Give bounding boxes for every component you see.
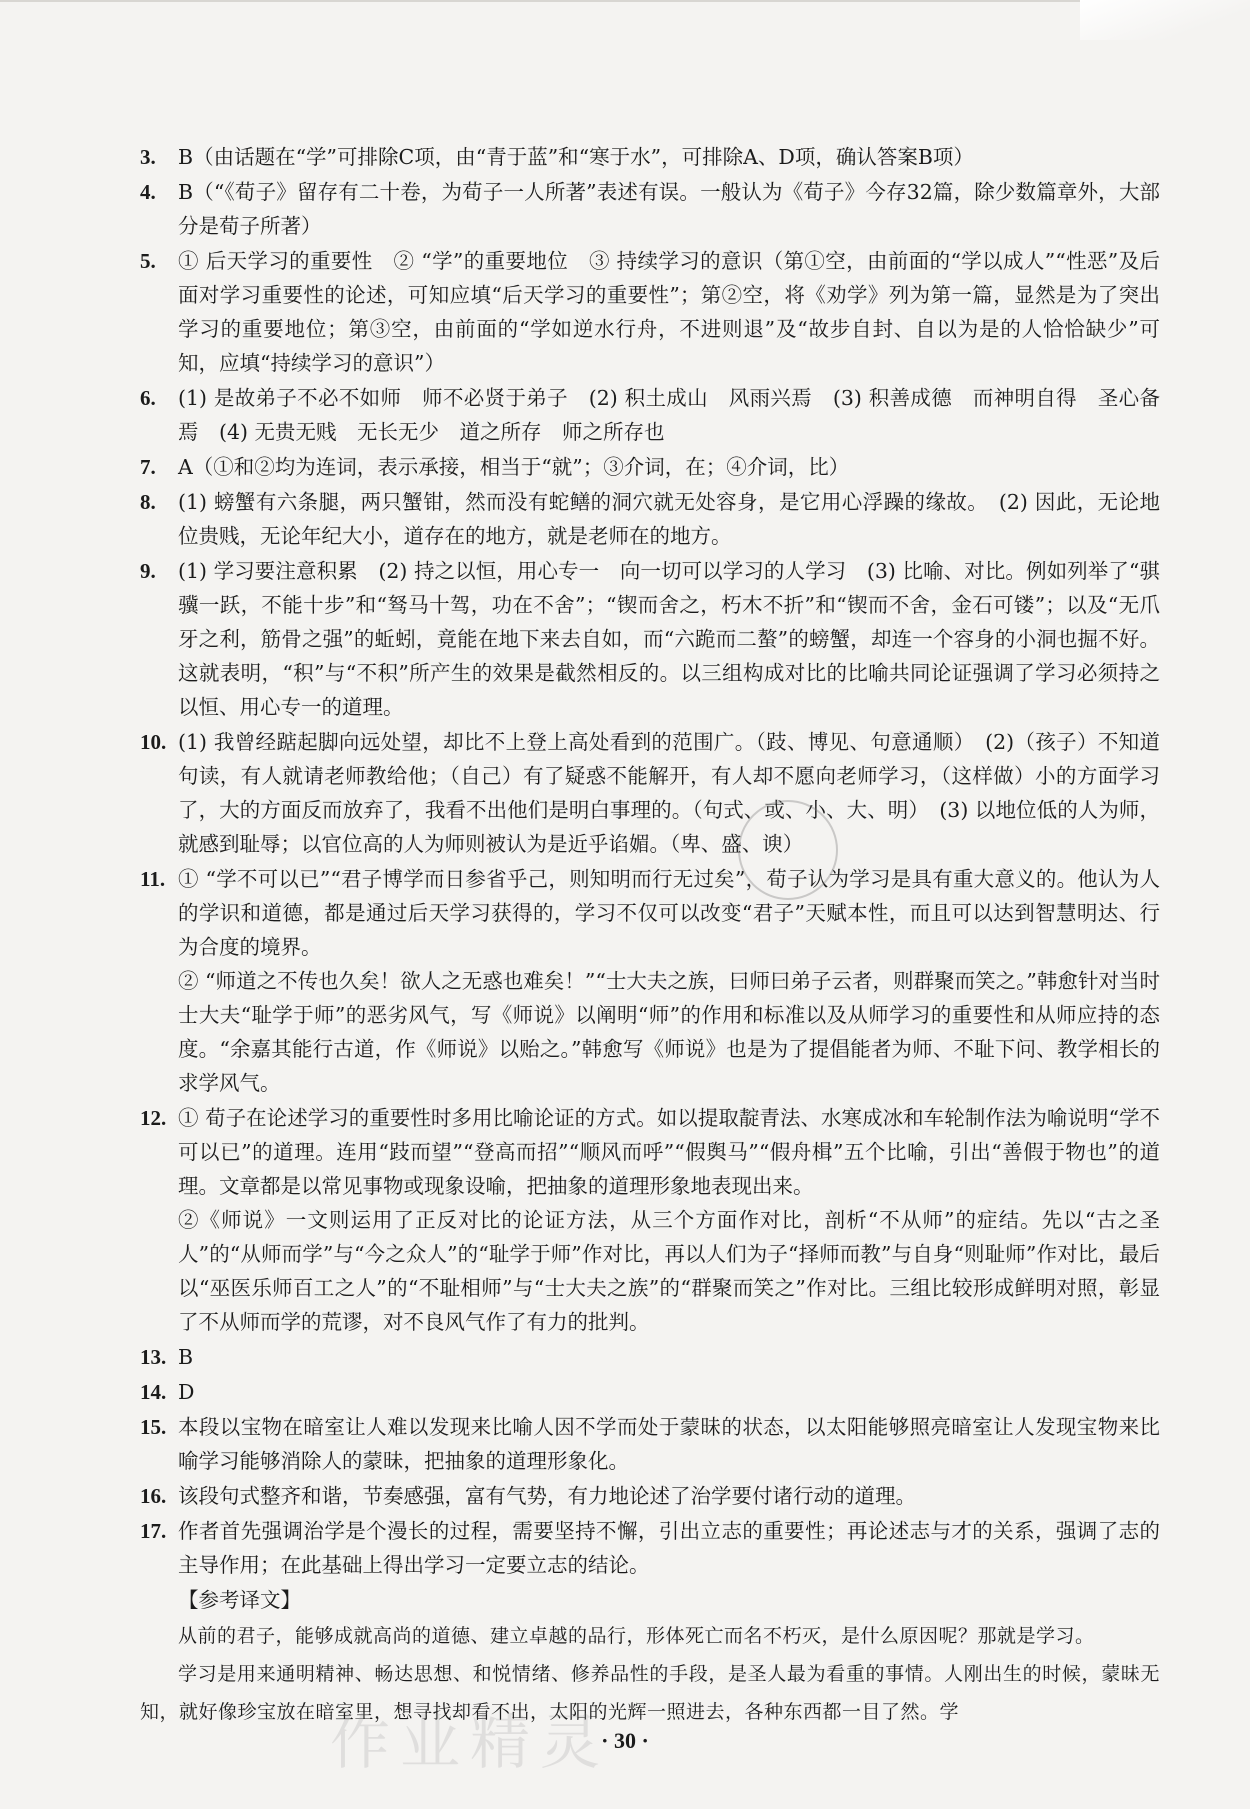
answer-item bbox=[140, 244, 1160, 380]
answer-text: (1) 螃蟹有六条腿，两只蟹钳，然而没有蛇鳝的洞穴就无处容身，是它用心浮躁的缘故。 (2) 因此，无论地位贵贱，无论年纪大小，道存在的地方，就是老师在的地方。 bbox=[178, 490, 1160, 548]
answer-item bbox=[140, 1479, 1160, 1513]
page-number: · 30 · bbox=[601, 1728, 649, 1753]
top-edge bbox=[0, 0, 1250, 2]
answer-body bbox=[178, 1514, 1160, 1582]
answer-text: 作者首先强调治学是个漫长的过程，需要坚持不懈，引出立志的重要性；再论述志与才的关系，强调了志的主导作用；在此基础上得出学习一定要立志的结论。 bbox=[178, 1519, 1160, 1577]
answer-item bbox=[140, 1514, 1160, 1582]
answer-text: ① 荀子在论述学习的重要性时多用比喻论证的方式。如以提取靛青法、水寒成冰和车轮制作法为喻说明“学不可以已”的道理。连用“跂而望”“登高而招”“顺风而呼”“假舆马”“假舟楫”五个比喻，引出“善假于物也”的道理。文章都是以常见事物或现象设喻，把抽象的道理形象地表现出来。 bbox=[178, 1106, 1160, 1198]
answer-number: 13. bbox=[140, 1345, 167, 1369]
answer-number: 8. bbox=[140, 490, 156, 514]
answer-text: 本段以宝物在暗室让人难以发现来比喻人因不学而处于蒙昧的状态，以太阳能够照亮暗室让人发现宝物来比喻学习能够消除人的蒙昧，把抽象的道理形象化。 bbox=[178, 1415, 1160, 1473]
page-corner bbox=[1080, 0, 1250, 40]
answer-number: 16. bbox=[140, 1484, 167, 1508]
answer-text: ① 后天学习的重要性 ② “学”的重要地位 ③ 持续学习的意识（第①空，由前面的“学以成人”“性恶”及后面对学习重要性的论述，可知应填“后天学习的重要性”；第②空，将《劝学》列为第一篇，显然是为了突出学习的重要地位；第③空，由前面的“学如逆水行舟，不进则退”及“故步自封、自以为是的人恰恰缺少”可知，应填“持续学习的意识”） bbox=[178, 249, 1160, 375]
answer-item bbox=[140, 1101, 1160, 1339]
watermark-text: 作业精灵 bbox=[330, 1708, 610, 1778]
answer-body bbox=[178, 1410, 1160, 1478]
answer-body bbox=[178, 1375, 1160, 1409]
answer-text: B bbox=[178, 1345, 194, 1369]
answer-body bbox=[178, 1340, 1160, 1374]
answer-item bbox=[140, 554, 1160, 724]
answer-text: B（由话题在“学”可排除C项，由“青于蓝”和“寒于水”，可排除A、D项，确认答案B项） bbox=[178, 145, 974, 169]
answer-body bbox=[178, 381, 1160, 449]
answer-number: 5. bbox=[140, 249, 156, 273]
translation-paragraph: 从前的君子，能够成就高尚的道德、建立卓越的品行，形体死亡而名不朽灭，是什么原因呢？那就是学习。 bbox=[178, 1625, 1095, 1647]
answer-item bbox=[140, 450, 1160, 484]
answer-body bbox=[178, 485, 1160, 553]
answer-item bbox=[140, 862, 1160, 1100]
answer-text: B（“《荀子》留存有二十卷，为荀子一人所著”表述有误。一般认为《荀子》今存32篇，除少数篇章外，大部分是荀子所著） bbox=[178, 180, 1160, 238]
answer-body bbox=[178, 725, 1160, 861]
answer-number: 14. bbox=[140, 1380, 167, 1404]
stamp-seal bbox=[738, 800, 838, 900]
answer-item bbox=[140, 140, 1160, 174]
answer-item bbox=[140, 381, 1160, 449]
answer-number: 7. bbox=[140, 455, 156, 479]
answer-body bbox=[178, 175, 1160, 243]
answer-number: 11. bbox=[140, 867, 166, 891]
answer-number: 10. bbox=[140, 730, 167, 754]
answer-item bbox=[140, 485, 1160, 553]
answer-text: A（①和②均为连词，表示承接，相当于“就”；③介词，在；④介词，比） bbox=[178, 455, 850, 479]
answer-number: 4. bbox=[140, 180, 156, 204]
translation-paragraph: 学习是用来通明精神、畅达思想、和悦情绪、修养品性的手段，是圣人最为看重的事情。人刚出生的时候，蒙昧无知，就好像珍宝放在暗室里，想寻找却看不出，太阳的光辉一照进去，各种东西都一目了然。学 bbox=[140, 1663, 1160, 1723]
answer-number: 17. bbox=[140, 1519, 167, 1543]
answer-number: 3. bbox=[140, 145, 156, 169]
answer-body bbox=[178, 554, 1160, 724]
answer-item bbox=[140, 175, 1160, 243]
answer-text: (1) 学习要注意积累 (2) 持之以恒，用心专一 向一切可以学习的人学习 (3) 比喻、对比。例如列举了“骐骥一跃，不能十步”和“驽马十驾，功在不舍”；“锲而舍之，朽木不折”和“锲而不舍，金石可镂”；以及“无爪牙之利，筋骨之强”的蚯蚓，竟能在地下来去自如，而“六跪而二螯”的螃蟹，却连一个容身的小洞也掘不好。这就表明，“积”与“不积”所产生的效果是截然相反的。以三组构成对比的比喻共同论证强调了学习必须持之以恒、用心专一的道理。 bbox=[178, 559, 1160, 719]
answer-number: 9. bbox=[140, 559, 156, 583]
answer-text: D bbox=[178, 1380, 195, 1404]
answer-text: ②《师说》一文则运用了正反对比的论证方法，从三个方面作对比，剖析“不从师”的症结。先以“古之圣人”的“从师而学”与“今之众人”的“耻学于师”作对比，再以人们为子“择师而教”与自身“则耻师”作对比，最后以“巫医乐师百工之人”的“不耻相师”与“士大夫之族”的“群聚而笑之”作对比。三组比较形成鲜明对照，彰显了不从师而学的荒谬，对不良风气作了有力的批判。 bbox=[178, 1208, 1160, 1334]
answer-text: (1) 我曾经踮起脚向远处望，却比不上登上高处看到的范围广。（跂、博见、句意通顺） (2)（孩子）不知道句读，有人就请老师教给他；（自己）有了疑惑不能解开，有人却不愿向老师学习，（这样做）小的方面学习了，大的方面反而放弃了，我看不出他们是明白事理的。（句式、或、小、大、明） (3) 以地位低的人为师，就感到耻辱；以官位高的人为师则被认为是近乎谄媚。（卑、盛、谀） bbox=[178, 730, 1160, 856]
answer-text: 该段句式整齐和谐，节奏感强，富有气势，有力地论述了治学要付诸行动的道理。 bbox=[178, 1484, 916, 1508]
answer-item bbox=[140, 1375, 1160, 1409]
answer-number: 15. bbox=[140, 1415, 167, 1439]
answer-item bbox=[140, 1410, 1160, 1478]
answer-number: 12. bbox=[140, 1106, 167, 1130]
answer-body bbox=[178, 244, 1160, 380]
translation-heading: 【参考译文】 bbox=[178, 1588, 301, 1612]
answer-body bbox=[178, 450, 1160, 484]
answer-text: ② “师道之不传也久矣！欲人之无惑也难矣！”“士大夫之族，曰师曰弟子云者，则群聚而笑之。”韩愈针对当时士大夫“耻学于师”的恶劣风气，写《师说》以阐明“师”的作用和标准以及从师学习的重要性和从师应持的态度。“余嘉其能行古道，作《师说》以贻之。”韩愈写《师说》也是为了提倡能者为师、不耻下问、教学相长的求学风气。 bbox=[178, 969, 1160, 1095]
answer-body bbox=[178, 1101, 1160, 1339]
answer-body bbox=[178, 1479, 1160, 1513]
answer-text: ① “学不可以已”“君子博学而日参省乎己，则知明而行无过矣”，荀子认为学习是具有重大意义的。他认为人的学识和道德，都是通过后天学习获得的，学习不仅可以改变“君子”天赋本性，而且可以达到智慧明达、行为合度的境界。 bbox=[178, 867, 1160, 959]
answer-text: (1) 是故弟子不必不如师 师不必贤于弟子 (2) 积土成山 风雨兴焉 (3) 积善成德 而神明自得 圣心备焉 (4) 无贵无贱 无长无少 道之所存 师之所存也 bbox=[178, 386, 1160, 444]
answer-item bbox=[140, 725, 1160, 861]
answer-number: 6. bbox=[140, 386, 156, 410]
answer-body bbox=[178, 140, 1160, 174]
answer-body bbox=[178, 862, 1160, 1100]
answer-content bbox=[140, 140, 1160, 1731]
answer-item bbox=[140, 1340, 1160, 1374]
